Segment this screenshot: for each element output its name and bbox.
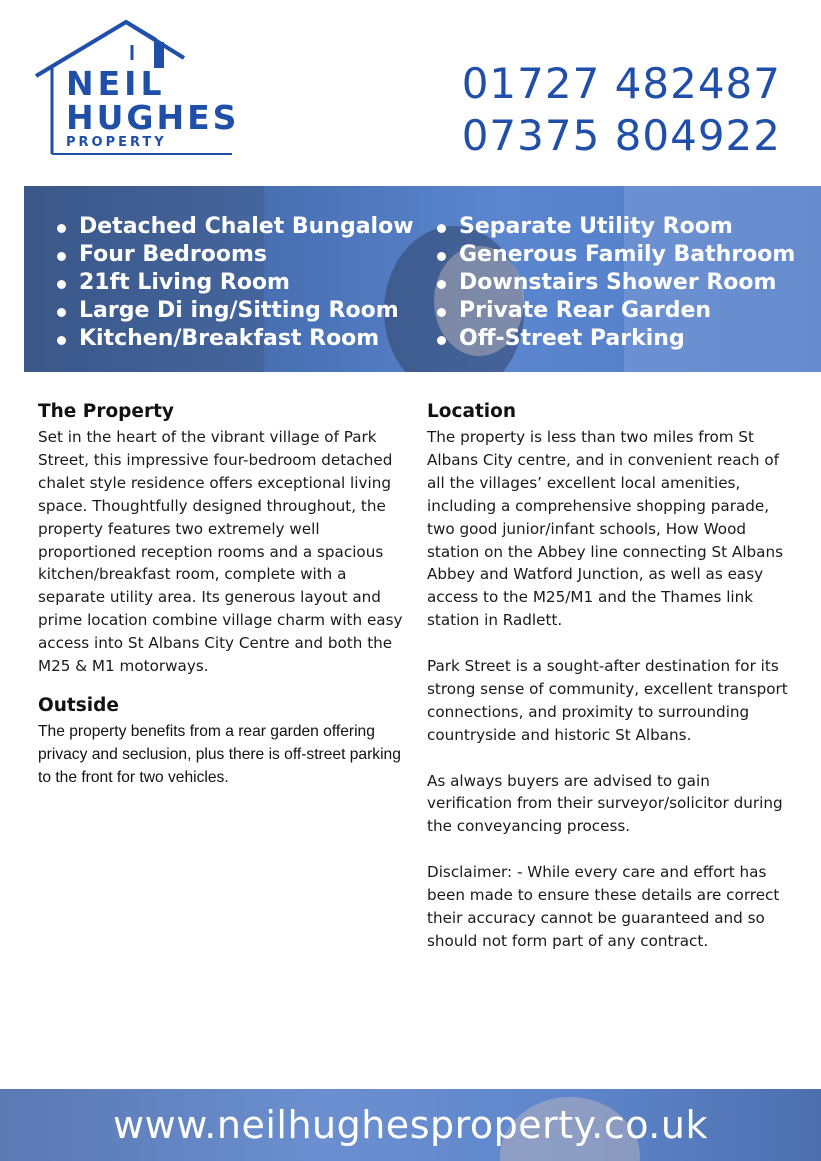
feature-label: Downstairs Shower Room <box>459 270 777 295</box>
feature-item <box>434 213 795 241</box>
bullet-icon <box>57 224 66 233</box>
website-link[interactable]: www.neilhughesproperty.co.uk <box>113 1103 708 1147</box>
logo-line-neil: NEIL <box>66 64 166 103</box>
feature-item <box>54 213 414 241</box>
feature-item <box>434 297 795 325</box>
feature-label: Private Rear Garden <box>459 298 712 323</box>
bullet-icon <box>57 280 66 289</box>
features-list-right <box>434 213 795 353</box>
bullet-icon <box>437 224 446 233</box>
location-paragraph: The property is less than two miles from St Albans City centre, and in convenient reach of all the villages’ excellent local amenities, including a comprehensive shopping parade, two good junior/infant schools, How Wood station on the Abbey line connecting St Albans Abbey and Watford Junction, as well as easy access to the M25/M1 and the Thames link station in Radlett. <box>427 428 784 630</box>
location-paragraph: Park Street is a sought-after destination for its strong sense of community, excellent transport connections, and proximity to surrounding countryside and historic St Albans. <box>427 657 788 744</box>
property-heading: The Property <box>38 401 174 422</box>
logo-line-property: PROPERTY <box>66 135 167 150</box>
outside-description: The property benefits from a rear garden offering privacy and seclusion, plus there is off-street parking to the front for two vehicles. <box>38 722 401 786</box>
feature-label: Off-Street Parking <box>459 326 685 351</box>
feature-label: Four Bedrooms <box>79 242 267 267</box>
bullet-icon <box>57 252 66 261</box>
feature-item <box>434 325 795 353</box>
disclaimer-paragraph: Disclaimer: - While every care and effort has been made to ensure these details are correct their accuracy cannot be guaranteed and so should not form part of any contract. <box>427 863 780 950</box>
feature-label: Kitchen/Breakfast Room <box>79 326 380 351</box>
bullet-icon <box>437 252 446 261</box>
logo-line-hughes: HUGHES <box>66 98 240 137</box>
bullet-icon <box>437 280 446 289</box>
bullet-icon <box>437 308 446 317</box>
property-column <box>38 398 408 789</box>
outside-heading: Outside <box>38 694 119 716</box>
feature-item <box>54 297 414 325</box>
phone-number-landline[interactable]: 01727 482487 <box>461 59 781 108</box>
feature-label: Generous Family Bathroom <box>459 242 796 267</box>
footer-banner <box>0 1089 821 1161</box>
feature-item <box>54 241 414 269</box>
bullet-icon <box>57 336 66 345</box>
features-banner <box>24 186 821 372</box>
contact-phones <box>462 58 781 162</box>
feature-item <box>54 269 414 297</box>
phone-number-mobile[interactable]: 07375 804922 <box>461 111 781 160</box>
location-heading: Location <box>427 401 517 422</box>
company-logo <box>34 18 240 158</box>
advice-paragraph: As always buyers are advised to gain verification from their surveyor/solicitor during the conveyancing process. <box>427 771 783 836</box>
feature-label: Separate Utility Room <box>459 214 733 239</box>
feature-item <box>54 325 414 353</box>
feature-label: Large Di ing/Sitting Room <box>79 298 399 323</box>
feature-label: 21ft Living Room <box>79 270 290 295</box>
feature-label: Detached Chalet Bungalow <box>79 214 414 239</box>
features-list-left <box>54 213 414 353</box>
location-column <box>427 398 797 976</box>
feature-item <box>434 241 795 269</box>
feature-item <box>434 269 795 297</box>
property-description: Set in the heart of the vibrant village of Park Street, this impressive four-bedroom detached chalet style residence offers exceptional living space. Thoughtfully designed throughout, the property features two extremely well proportioned reception rooms and a spacious kitchen/breakfast room, complete with a separate utility area. Its generous layout and prime location combine village charm with easy access into St Albans City Centre and both the M25 & M1 motorways. <box>38 428 403 676</box>
bullet-icon <box>57 308 66 317</box>
bullet-icon <box>437 336 446 345</box>
